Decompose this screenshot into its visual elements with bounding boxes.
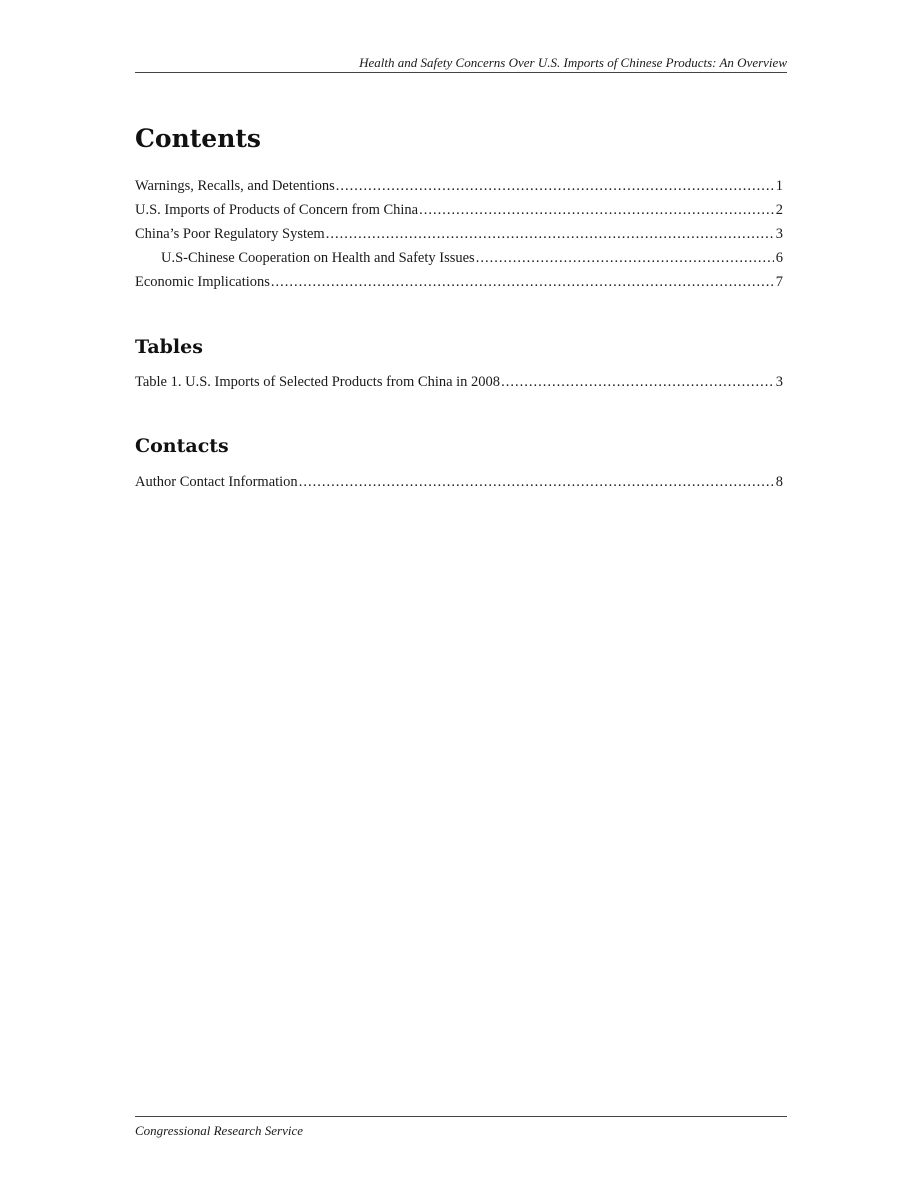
contacts-heading: Contacts xyxy=(135,435,229,457)
page-footer xyxy=(135,1116,787,1140)
toc-entry-title: U.S. Imports of Products of Concern from China xyxy=(135,202,419,218)
contents-heading: Contents xyxy=(135,124,262,153)
tables-heading: Tables xyxy=(135,336,203,358)
footer-text: Congressional Research Service xyxy=(135,1123,303,1138)
toc-entry-page: 3 xyxy=(775,226,783,242)
toc-entry-warnings[interactable] xyxy=(135,177,783,201)
toc-entry-title: China’s Poor Regulatory System xyxy=(135,226,325,242)
toc-entry-imports[interactable] xyxy=(135,201,783,225)
toc-entry-title: Economic Implications xyxy=(135,274,270,290)
toc-entry-page: 2 xyxy=(775,202,783,218)
dot-leader xyxy=(419,201,774,219)
toc-entry-page: 6 xyxy=(775,250,783,266)
dot-leader xyxy=(476,249,774,267)
toc-entry-title: U.S-Chinese Cooperation on Health and Safety Issues xyxy=(161,250,475,266)
toc-entry-title: Table 1. U.S. Imports of Selected Products from China in 2008 xyxy=(135,374,501,390)
contacts-list xyxy=(135,473,783,497)
toc-entry-title: Author Contact Information xyxy=(135,474,298,490)
toc-entry-economic-implications[interactable] xyxy=(135,273,783,297)
toc-entry-cooperation[interactable] xyxy=(135,249,783,273)
toc-entry-page: 7 xyxy=(775,274,783,290)
toc-entry-page: 8 xyxy=(775,474,783,490)
toc-entry-author-contact[interactable] xyxy=(135,473,783,497)
toc-entry-title: Warnings, Recalls, and Detentions xyxy=(135,178,335,194)
dot-leader xyxy=(326,225,774,243)
dot-leader xyxy=(501,373,774,391)
header-title: Health and Safety Concerns Over U.S. Imports of Chinese Products: An Overview xyxy=(359,55,787,70)
contents-list xyxy=(135,177,783,297)
dot-leader xyxy=(271,273,774,291)
tables-list xyxy=(135,373,783,397)
page-header xyxy=(135,55,787,73)
dot-leader xyxy=(336,177,774,195)
toc-entry-page: 1 xyxy=(775,178,783,194)
toc-entry-page: 3 xyxy=(775,374,783,390)
toc-entry-table-1[interactable] xyxy=(135,373,783,397)
toc-entry-regulatory-system[interactable] xyxy=(135,225,783,249)
dot-leader xyxy=(299,473,774,491)
